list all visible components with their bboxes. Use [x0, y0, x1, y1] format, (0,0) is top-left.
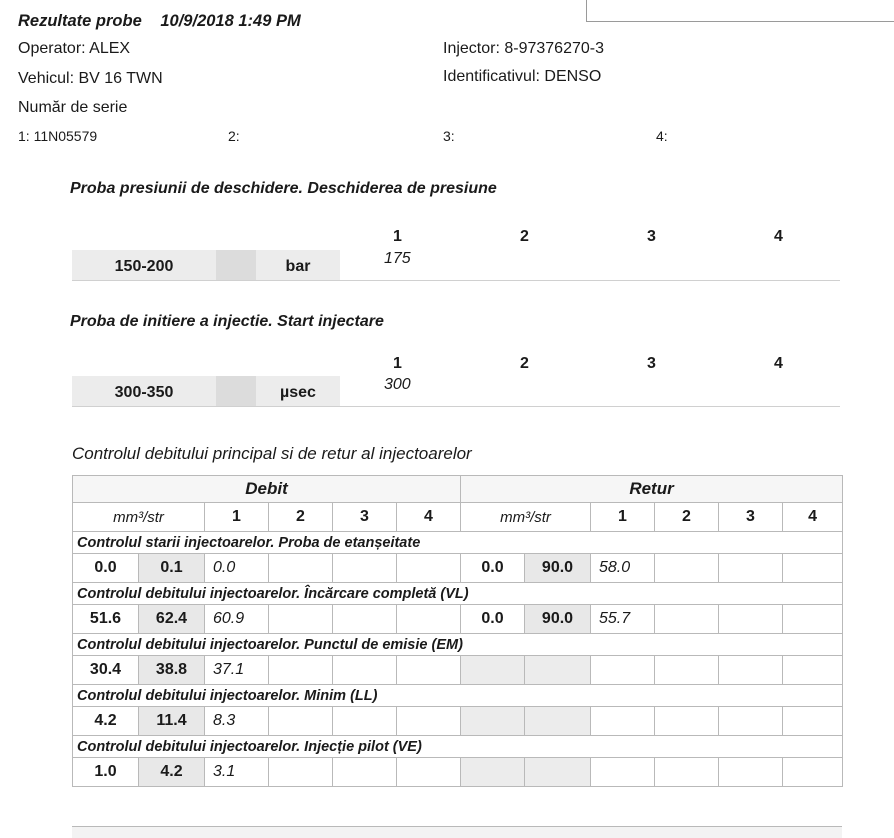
debit-value-2 [269, 656, 333, 685]
retur-min [461, 707, 525, 736]
debit-value-4 [397, 758, 461, 787]
retur-value-3 [719, 605, 783, 634]
report-title-text: Rezultate probe [18, 12, 142, 30]
debit-min: 0.0 [73, 554, 139, 583]
retur-value-4 [783, 758, 843, 787]
debit-value-3 [333, 758, 397, 787]
opening-pressure-value-1: 175 [384, 250, 411, 267]
flow-table-group-header [73, 476, 843, 503]
debit-max: 11.4 [139, 707, 205, 736]
retur-value-1 [591, 707, 655, 736]
flow-table-column-header [73, 503, 843, 532]
injection-start-row [72, 376, 840, 407]
debit-max: 0.1 [139, 554, 205, 583]
retur-value-2 [655, 554, 719, 583]
retur-min [461, 656, 525, 685]
retur-value-1: 55.7 [591, 605, 655, 634]
opening-pressure-col-4: 4 [774, 228, 783, 245]
debit-col-1: 1 [205, 503, 269, 532]
debit-min: 30.4 [73, 656, 139, 685]
injection-start-col-3: 3 [647, 355, 656, 372]
table-continuation-edge [72, 826, 842, 838]
opening-pressure-col-2: 2 [520, 228, 529, 245]
debit-min: 51.6 [73, 605, 139, 634]
debit-value-4 [397, 707, 461, 736]
injection-start-value-1: 300 [384, 376, 411, 393]
identifier-label: Identificativul: DENSO [443, 68, 602, 85]
retur-value-2 [655, 758, 719, 787]
injection-start-col-2: 2 [520, 355, 529, 372]
retur-min [461, 758, 525, 787]
debit-value-2 [269, 758, 333, 787]
serial-number-2: 2: [228, 128, 240, 144]
debit-value-1: 37.1 [205, 656, 269, 685]
serial-number-label: Număr de serie [18, 99, 128, 116]
retur-value-3 [719, 707, 783, 736]
debit-value-3 [333, 605, 397, 634]
flow-values-row [73, 656, 843, 685]
flow-section-header [73, 583, 843, 605]
debit-min: 1.0 [73, 758, 139, 787]
retur-value-3 [719, 656, 783, 685]
injector-label: Injector: 8-97376270-3 [443, 40, 604, 57]
retur-value-4 [783, 554, 843, 583]
debit-max: 38.8 [139, 656, 205, 685]
flow-values-row [73, 707, 843, 736]
retur-value-2 [655, 656, 719, 685]
opening-pressure-col-1: 1 [393, 228, 402, 245]
retur-value-4 [783, 707, 843, 736]
header-box-outline [586, 0, 894, 22]
debit-value-2 [269, 554, 333, 583]
retur-min: 0.0 [461, 605, 525, 634]
flow-section-title: Controlul debitului injectoarelor. Minim (LL) [73, 685, 843, 707]
retur-max: 90.0 [525, 605, 591, 634]
debit-value-4 [397, 656, 461, 685]
debit-value-4 [397, 605, 461, 634]
debit-value-2 [269, 605, 333, 634]
serial-number-1: 1: 11N05579 [18, 128, 98, 144]
debit-max: 62.4 [139, 605, 205, 634]
debit-value-1: 3.1 [205, 758, 269, 787]
retur-unit-label: mm³/str [461, 503, 591, 532]
retur-col-2: 2 [655, 503, 719, 532]
flow-section-header [73, 634, 843, 656]
serial-number-4: 4: [656, 128, 668, 144]
retur-value-3 [719, 554, 783, 583]
opening-pressure-unit: bar [256, 250, 340, 280]
flow-values-row [73, 554, 843, 583]
retur-value-1: 58.0 [591, 554, 655, 583]
debit-col-3: 3 [333, 503, 397, 532]
debit-value-1: 60.9 [205, 605, 269, 634]
flow-section-title: Controlul starii injectoarelor. Proba de etanșeitate [73, 532, 843, 554]
retur-value-4 [783, 656, 843, 685]
retur-value-1 [591, 758, 655, 787]
opening-pressure-title: Proba presiunii de deschidere. Deschiderea de presiune [70, 180, 497, 197]
injection-start-col-1: 1 [393, 355, 402, 372]
debit-value-1: 8.3 [205, 707, 269, 736]
opening-pressure-row [72, 250, 840, 281]
debit-unit-label: mm³/str [73, 503, 205, 532]
serial-number-3: 3: [443, 128, 455, 144]
flow-section-title: Controlul debitului injectoarelor. Injecție pilot (VE) [73, 736, 843, 758]
debit-value-1: 0.0 [205, 554, 269, 583]
flow-section-title: Controlul debitului injectoarelor. Încărcare completă (VL) [73, 583, 843, 605]
debit-value-3 [333, 656, 397, 685]
debit-value-3 [333, 707, 397, 736]
flow-section-header [73, 685, 843, 707]
flow-section-header [73, 532, 843, 554]
retur-max [525, 707, 591, 736]
retur-value-2 [655, 605, 719, 634]
debit-col-4: 4 [397, 503, 461, 532]
retur-max: 90.0 [525, 554, 591, 583]
flow-section-header [73, 736, 843, 758]
debit-max: 4.2 [139, 758, 205, 787]
debit-value-4 [397, 554, 461, 583]
retur-col-4: 4 [783, 503, 843, 532]
opening-pressure-range: 150-200 [72, 250, 216, 280]
debit-col-2: 2 [269, 503, 333, 532]
retur-min: 0.0 [461, 554, 525, 583]
retur-group-label: Retur [461, 476, 843, 503]
retur-value-1 [591, 656, 655, 685]
retur-col-3: 3 [719, 503, 783, 532]
injection-start-range: 300-350 [72, 376, 216, 406]
report-date: 10/9/2018 1:49 PM [160, 12, 301, 30]
opening-pressure-gap [216, 250, 256, 280]
flow-control-title: Controlul debitului principal si de retur al injectoarelor [72, 444, 472, 463]
retur-max [525, 758, 591, 787]
opening-pressure-col-3: 3 [647, 228, 656, 245]
flow-section-title: Controlul debitului injectoarelor. Punctul de emisie (EM) [73, 634, 843, 656]
debit-value-2 [269, 707, 333, 736]
retur-value-4 [783, 605, 843, 634]
vehicle-label: Vehicul: BV 16 TWN [18, 70, 163, 87]
operator-label: Operator: ALEX [18, 40, 131, 57]
injection-start-col-4: 4 [774, 355, 783, 372]
injection-start-unit: µsec [256, 376, 340, 406]
injection-start-gap [216, 376, 256, 406]
report-title [18, 12, 301, 31]
flow-control-table [72, 475, 843, 787]
retur-max [525, 656, 591, 685]
debit-min: 4.2 [73, 707, 139, 736]
retur-col-1: 1 [591, 503, 655, 532]
debit-group-label: Debit [73, 476, 461, 503]
retur-value-3 [719, 758, 783, 787]
retur-value-2 [655, 707, 719, 736]
debit-value-3 [333, 554, 397, 583]
injection-start-title: Proba de initiere a injectie. Start injectare [70, 313, 384, 330]
flow-values-row [73, 758, 843, 787]
flow-values-row [73, 605, 843, 634]
